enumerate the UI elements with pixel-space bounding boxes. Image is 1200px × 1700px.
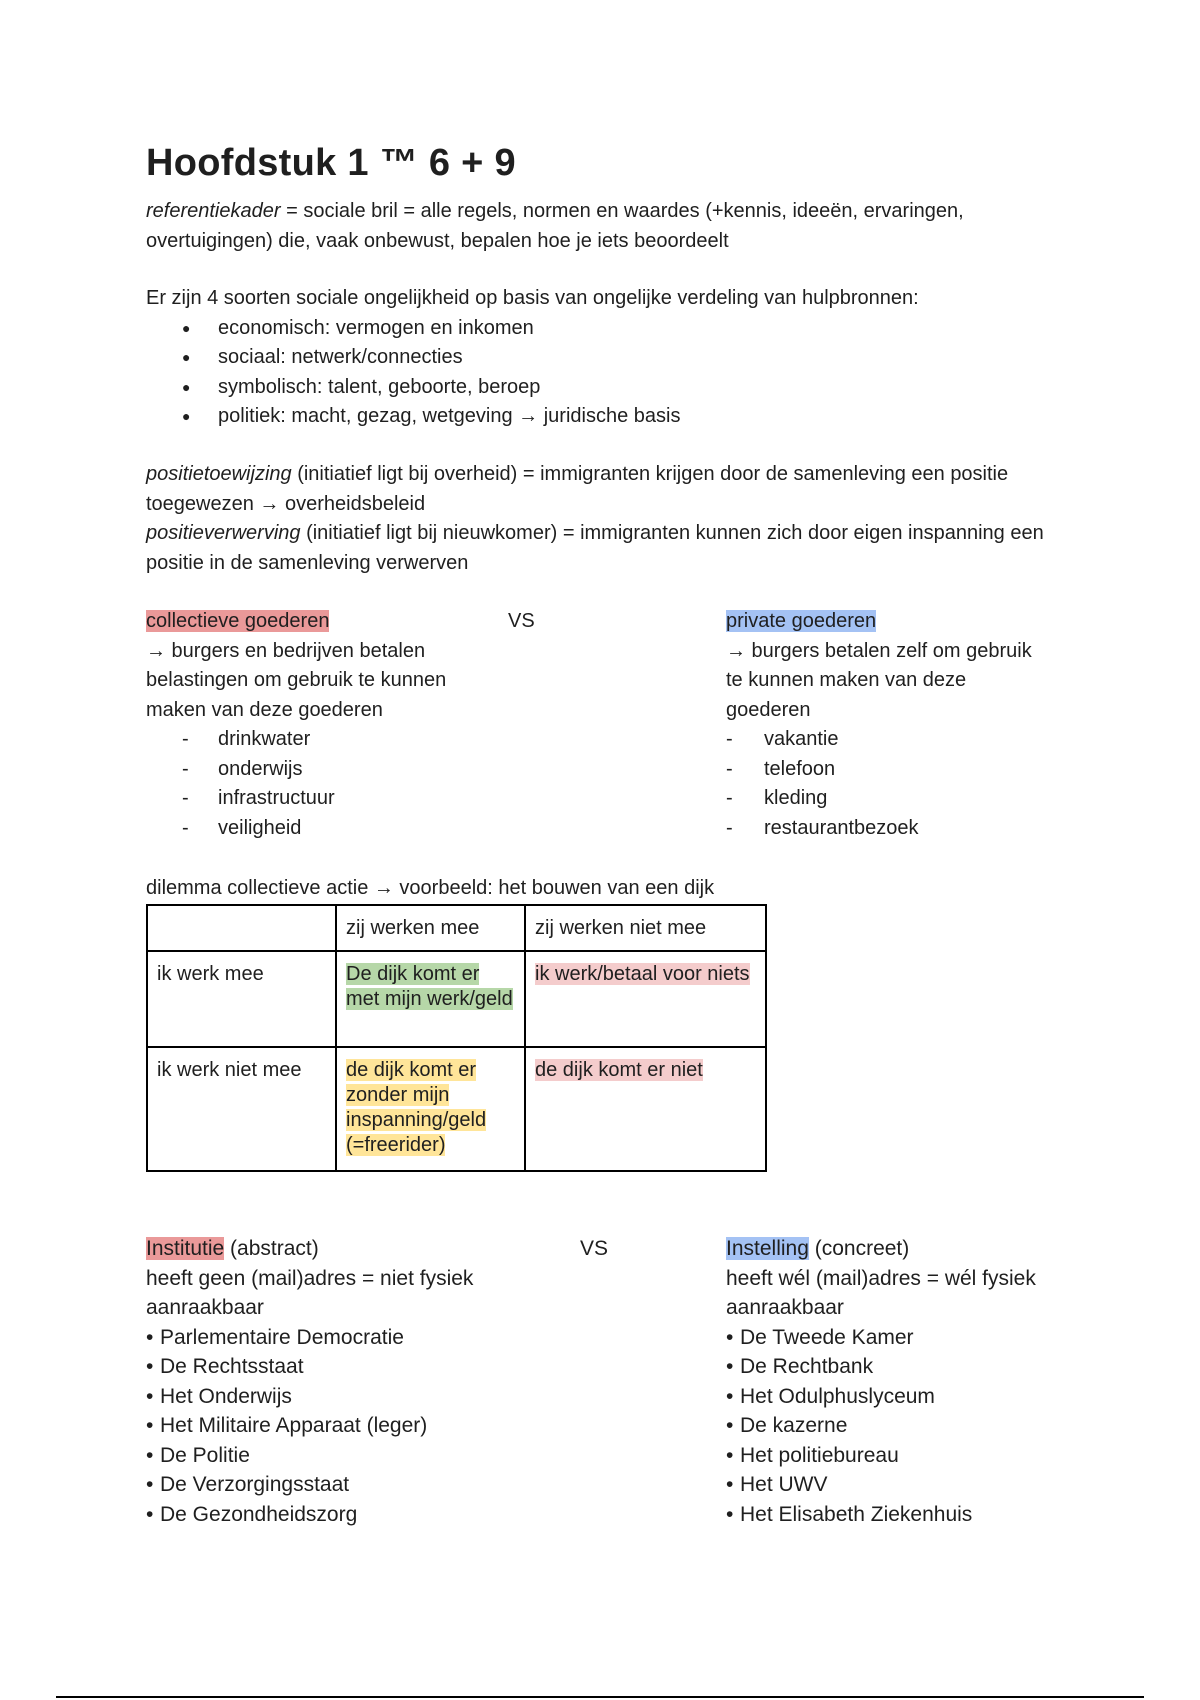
inequality-intro: Er zijn 4 soorten sociale ongelijkheid op basis van ongelijke verdeling van hulpbronnen: [146, 287, 919, 309]
collective-goods-title: collectieve goederen [146, 610, 330, 632]
dilemma-table [146, 904, 767, 1172]
list-item: ● economisch: vermogen en inkomen [146, 314, 1076, 344]
table-cell [336, 951, 525, 1047]
positions-section [146, 460, 1046, 578]
collective-goods-desc: → burgers en bedrijven betalen belastingen om gebruik te kunnen maken van deze goederen [146, 639, 447, 721]
table-header-cell: zij werken niet mee [525, 905, 766, 951]
instelling-section [726, 1234, 1076, 1529]
list-item: • Het Odulphuslyceum [726, 1382, 1076, 1412]
list-item: • De Rechtsstaat [146, 1352, 506, 1382]
instelling-desc: heeft wél (mail)adres = wél fysiek aanraakbaar [726, 1266, 1036, 1319]
institutions-vs: VS [580, 1237, 609, 1260]
institutie-desc: heeft geen (mail)adres = niet fysiek aanraakbaar [146, 1266, 474, 1319]
table-header-cell: zij werken mee [336, 905, 525, 951]
position-text: (initiatief ligt bij overheid) = immigranten krijgen door de samenleving een positie toegewezen → overheidsbeleid [146, 463, 1009, 515]
outcome-text: ik werk/betaal voor niets [535, 963, 750, 985]
list-item: - drinkwater [146, 725, 491, 755]
definition-text: = sociale bril = alle regels, normen en waardes (+kennis, ideeën, ervaringen, overtuigingen) die, vaak onbewust, bepalen hoe je iets beoordeelt [146, 200, 964, 252]
table-cell [525, 1047, 766, 1171]
list-item: ● politiek: macht, gezag, wetgeving → juridische basis [146, 402, 1076, 432]
private-goods [726, 607, 1046, 843]
collective-goods [146, 607, 491, 843]
list-item: • Het Elisabeth Ziekenhuis [726, 1500, 1076, 1530]
list-item: • Het politiebureau [726, 1441, 1076, 1471]
table-row-label: ik werk niet mee [147, 1047, 336, 1171]
private-goods-title: private goederen [726, 610, 877, 632]
list-item: - restaurantbezoek [726, 814, 1046, 844]
table-row [147, 1047, 766, 1171]
table-row-label: ik werk mee [147, 951, 336, 1047]
position-text: (initiatief ligt bij nieuwkomer) = immigranten kunnen zich door eigen inspanning een positie in de samenleving verwerven [146, 522, 1044, 574]
institutie-title: Institutie [146, 1237, 225, 1260]
list-item: • Het UWV [726, 1470, 1076, 1500]
institutie-section [146, 1234, 506, 1529]
outcome-text: de dijk komt er zonder mijn inspanning/geld (=freerider) [346, 1059, 487, 1156]
position-term: positieverwerving [146, 522, 301, 544]
list-item: • De Rechtbank [726, 1352, 1076, 1382]
instelling-title: Instelling [726, 1237, 809, 1260]
list-item: ● symbolisch: talent, geboorte, beroep [146, 373, 1076, 403]
list-item: - kleding [726, 784, 1046, 814]
institutie-qualifier: (abstract) [224, 1237, 319, 1260]
definition-term: referentiekader [146, 200, 281, 222]
private-goods-desc: → burgers betalen zelf om gebruik te kunnen maken van deze goederen [726, 639, 1032, 721]
list-item: • De Verzorgingsstaat [146, 1470, 506, 1500]
list-item: • Parlementaire Democratie [146, 1323, 506, 1353]
page-title: Hoofdstuk 1 ™ 6 + 9 [146, 142, 516, 184]
list-item: - veiligheid [146, 814, 491, 844]
list-item: - telefoon [726, 755, 1046, 785]
table-cell [336, 1047, 525, 1171]
instelling-list [726, 1323, 1076, 1530]
table-cell [525, 951, 766, 1047]
list-item: • De Politie [146, 1441, 506, 1471]
outcome-text: de dijk komt er niet [535, 1059, 703, 1081]
table-row [147, 905, 766, 951]
definition-paragraph [146, 196, 1066, 256]
outcome-text: De dijk komt er met mijn werk/geld [346, 963, 513, 1010]
table-row [147, 951, 766, 1047]
institutie-list [146, 1323, 506, 1530]
list-item: • De kazerne [726, 1411, 1076, 1441]
position-term: positietoewijzing [146, 463, 292, 485]
collective-goods-list [146, 725, 491, 843]
footer-divider [56, 1696, 1144, 1698]
table-header-cell [147, 905, 336, 951]
dilemma-caption: dilemma collectieve actie → voorbeeld: het bouwen van een dijk [146, 877, 715, 899]
list-item: • Het Militaire Apparaat (leger) [146, 1411, 506, 1441]
list-item: • De Tweede Kamer [726, 1323, 1076, 1353]
list-item: - infrastructuur [146, 784, 491, 814]
position-verwerving [146, 519, 1046, 578]
list-item: • De Gezondheidszorg [146, 1500, 506, 1530]
inequality-list [146, 314, 1076, 432]
position-toewijzing [146, 460, 1046, 519]
list-item: ● sociaal: netwerk/connecties [146, 343, 1076, 373]
inequality-section [146, 284, 1076, 432]
instelling-qualifier: (concreet) [808, 1237, 910, 1260]
list-item: - onderwijs [146, 755, 491, 785]
private-goods-list [726, 725, 1046, 843]
goods-vs: VS [508, 610, 535, 632]
list-item: - vakantie [726, 725, 1046, 755]
list-item: • Het Onderwijs [146, 1382, 506, 1412]
